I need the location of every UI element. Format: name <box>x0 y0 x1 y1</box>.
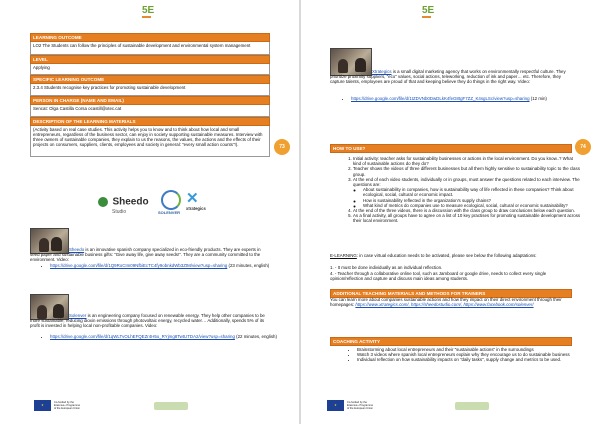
list-item: • https://drive.google.com/file/d/1tZDVNb0DwDLkK4feG8tgF7ZZ_K4sgLSc/view?usp=sharing (12 min) <box>351 96 583 101</box>
solenver-logo: SOLENVER <box>158 190 181 215</box>
coaching-activity-header: COACHING ACTIVITY <box>330 337 572 346</box>
elearning-paragraph: E-LEARNING: in case virtual education needs to be activated, please see below the following adaptations: <box>330 253 537 258</box>
xtrategics-x-icon: ✕ <box>186 190 199 207</box>
eu-funding-text: Co-funded by the Erasmus+ Programme of the European Union <box>347 401 374 411</box>
list-item: 2. Teacher shows the videos of three different businesses but all them highly sensitive to sustainability topic to the class group. <box>353 166 581 176</box>
elearning-line-1: 1. - It must be done individually as an individual reflection. <box>330 265 443 270</box>
eu-flag-icon: ★ <box>327 400 344 411</box>
brand-logo: 5E <box>422 5 435 16</box>
list-item: • Watch 3 videos where spanish local entrepreneurs explain why they encourage us to do sustainable business <box>357 352 581 357</box>
additional-materials-text: You can learn more about companies sustainable actions and how they impact on their direct environment through their homepages: https://www.xtrategics.com/, https://sheedostudio.com/, https://www.facebook.com/solenver/ <box>330 297 562 308</box>
coaching-activity-list <box>343 347 581 363</box>
xtrategics-video-link[interactable]: https://drive.google.com/file/d/1tZDVNb0DwDLkK4feG8tgF7ZZ_K4sgLSc/view?usp=sharing <box>351 96 530 101</box>
sheedo-video-link[interactable]: https://drive.google.com/file/d/1Q9RoCIm09NfbiEcTC4fy9obnkdWb3ZtM/view?usp=sharing <box>50 263 228 268</box>
level-header: LEVEL <box>30 55 270 64</box>
company-homepage-links[interactable]: https://www.xtrategics.com/, https://sheedostudio.com/, https://www.facebook.com/solenver/ <box>355 302 534 308</box>
xtrategics-paragraph: Xtrategics is a small digital marketing agency that works on environmentally respectful culture. They prioritize proximity suppliers, "eco" values, social actions, teleworking, reduction of ink and paper… etc. Therefore, they capture talents, employees are proud of that and keeping believe they do things in the right way. Video: <box>330 69 566 85</box>
specific-outcome-text: 2.3.4 Students recognise key practices for promoting sustainable development <box>30 84 270 96</box>
list-item: 1. Initial activity: teacher asks for sustainability businesses or actions in the local environment. Do you know..? What kind of sustainable actions do they do? <box>353 156 581 166</box>
description-header: DESCRIPTION OF THE LEARNING MATERIALS <box>30 117 270 126</box>
sheedo-video-list <box>36 263 282 268</box>
solenver-video-list <box>36 334 282 339</box>
partner-logos <box>98 190 216 218</box>
question-item: ◦ How is sustainability reflected in the organization's supply chains? <box>363 198 581 203</box>
brand-logo: 5E <box>142 5 155 16</box>
sheedo-leaf-icon <box>98 197 108 207</box>
lesson-table <box>30 33 270 157</box>
question-list <box>353 187 581 208</box>
list-item: • https://drive.google.com/file/d/1Q9RoCIm09NfbiEcTC4fy9obnkdWb3ZtM/view?usp=sharing (23 minutes, english) <box>50 263 282 268</box>
person-header: PERSON IN CHARGE (NAME AND EMAIL) <box>30 96 270 105</box>
how-to-use-header: HOW TO USE? <box>330 144 572 153</box>
partner-logo <box>455 402 489 410</box>
page-number: 73 <box>274 139 290 155</box>
sheedo-link[interactable]: Sheedo <box>69 247 85 252</box>
xtrategics-link[interactable]: Xtrategics <box>372 69 392 74</box>
description-text: (Activity based on real case studies. This activity helps you to know and to think about how local and small entrepreneurs, regardless of the business sector, can enjoy in society supporting sustainable measures. Interview with three owners of sustainable companies, they explain to us the reasons, the values, the actions and the effects of their projects on consumers, suppliers, clients, employees and society in general: "every small action counts"!). <box>30 126 270 157</box>
level-text: Applying <box>30 64 270 75</box>
learning-outcome-text: LO2 The Students can follow the principles of sustainable development and environmental system management <box>30 42 270 55</box>
xtrategics-logo: ✕ xtrategics <box>186 190 206 211</box>
specific-outcome-header: SPECIFIC LEARNING OUTCOME <box>30 75 270 84</box>
page-number: 74 <box>575 139 591 155</box>
list-item: • Brainstorming about local entrepreneurs and their "sustainable actions" in the surroundings <box>357 347 581 352</box>
list-item: 3. At the end of each video students, individually or in groups, must answer the questions related to each interview. The questions are: ◦ About sustainability in companies, how is sustainability way of life reflected in these companies? Think about ecological, social, cultural or economic impact. ◦ How is sustainability reflected in the organization's supply chains? ◦ What kind of metrics do companies use to measure ecological, social, cultural or economic sustainability? <box>353 177 581 208</box>
left-page <box>0 0 299 424</box>
learning-outcome-header: LEARNING OUTCOME <box>30 33 270 42</box>
elearning-title: E-LEARNING <box>330 253 357 258</box>
list-item: 4. At the end of the three videos, there is a discussion with the class group to draw conclusions below each question. <box>353 208 581 213</box>
eu-funding-text: Co-funded by the Erasmus+ Programme of the European Union <box>54 401 81 411</box>
sheedo-paragraph: Sheedo is an innovative spanish company specialized in eco-friendly products. They are experts in seed paper and sustainable business gifts: "Give away life, give away seeds!". They are a community committed to the environment. Video: <box>30 247 261 263</box>
solenver-link[interactable]: Solenver <box>69 313 87 318</box>
partner-logo <box>154 402 188 410</box>
sheedo-logo: Sheedo Studio <box>98 193 149 215</box>
elearning-line-2: 4. - Teacher through a collaborative online tool, such as Jamboard or google drive, needs to collect every single opinion/reflection and capture and discuss main ideas among students. <box>330 271 547 282</box>
eu-flag-icon: ★ <box>34 400 51 411</box>
how-to-use-list <box>339 156 581 224</box>
solenver-paragraph: Solenver is an engineering company focused on renewable energy. They help other companies to be more sustainable, reducing dioxin emissions through photovoltaic energy, recycled water… Additionally, spends 5% of its profit is invested in helping local non-profitable companies. Video: <box>30 313 265 329</box>
question-item: ◦ About sustainability in companies, how is sustainability way of life reflected in these companies? Think about ecological, social, cultural or economic impact. <box>363 187 581 197</box>
question-item: ◦ What kind of metrics do companies use to measure ecological, social, cultural or economic sustainability? <box>363 203 581 208</box>
page-footer <box>327 399 567 413</box>
list-item: • Individual reflection on how sustainability impacts on "daily tasks", supply change and metrics to be used. <box>357 357 581 362</box>
right-page <box>301 0 600 424</box>
list-item: • https://drive.google.com/file/d/1qWLTvOLhEFQEZr4H5o_RYjmg8TwtUTDA2/view?usp=sharing (22 minutes, english) <box>50 334 282 339</box>
solenver-video-link[interactable]: https://drive.google.com/file/d/1qWLTvOLhEFQEZr4H5o_RYjmg8TwtUTDA2/view?usp=sharing <box>50 334 235 339</box>
person-text: Sencat: Olga Castilla Corsa ocastill@xtec.cat <box>30 105 270 117</box>
additional-materials-header: ADDITIONAL TEACHING MATERIALS AND METHODS FOR TRAINERS <box>330 289 572 298</box>
list-item: 5. As a final activity, all groups have to agree on a list of 10 key practises for promoting sustainable development across their local environment. <box>353 213 581 223</box>
page-footer <box>34 399 274 413</box>
xtrategics-video-list <box>337 96 583 101</box>
solenver-ring-icon <box>161 190 181 210</box>
